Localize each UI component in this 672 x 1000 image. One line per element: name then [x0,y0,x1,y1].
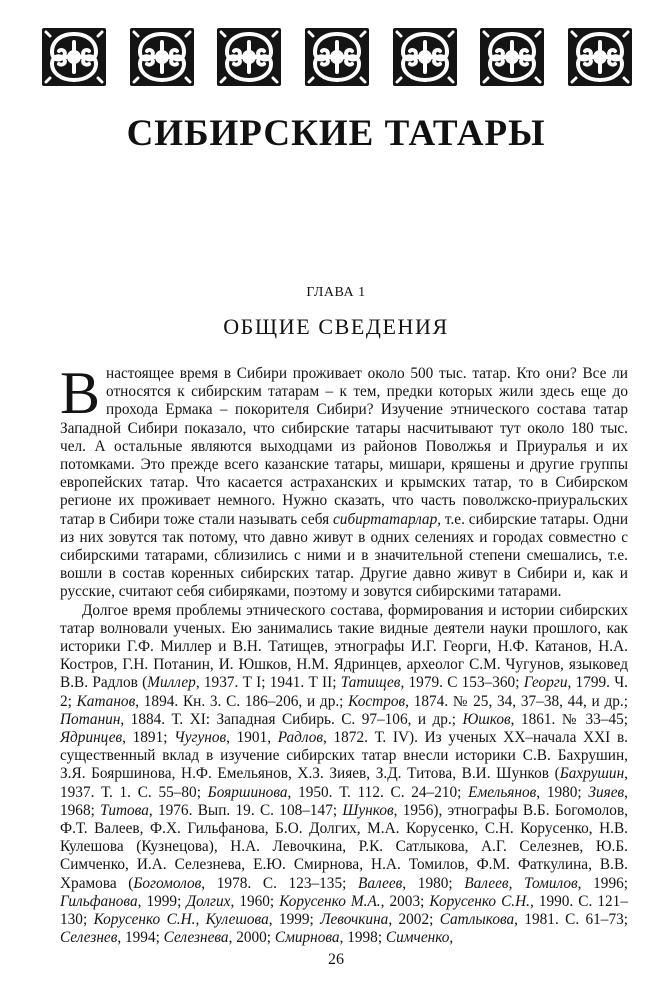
section-heading: ОБЩИЕ СВЕДЕНИЯ [223,314,449,339]
paragraph-text: , 1901, [226,729,278,747]
paragraph-text: , 1950. Т. 112. С. 24–210; [287,783,469,801]
paragraph-text: , 1956), этнографы В.Б. Богомолов, Ф.Т. Валеев, Ф.Х. Гильфанова, Б.О. Долгих, М.А. Корусенко, С.Н. Корусенко, Н.В. Кулешова (Кузнецова), Н.А. Левочкина, Р.К. Сатлыкова, А.Г. Селезнев, Ю.Б. Симченко, И.А. Селезнева, Е.Ю. Смирнова, Н.А. Томилов, Ф.М. Фаткулина, В.В. Храмова ( [60,801,628,892]
paragraph-text: , 1937. Т. 1. С. 55–80; [60,765,628,801]
citation-author: Смирнова [274,929,340,947]
citation-author: Катанов [76,692,136,710]
paragraph-text: , 1976. Вып. 19. С. 108–147; [148,801,343,819]
paragraph-text: , 1960; [230,892,280,910]
citation-author: Зияев [588,783,625,801]
ornamental-scroll-icon [40,26,108,88]
page-number: 26 [328,951,344,968]
chapter-title: СИБИРСКИЕ ТАТАРЫ [126,113,546,154]
citation-author: Ядринцев [60,729,123,747]
chapter-label: ГЛАВА 1 [306,285,366,300]
paragraph-text: , 1980; [536,783,589,801]
citation-author: Долгих [186,892,231,910]
paragraph-text: , 1999; [137,892,187,910]
citation-author: Валеев [358,874,403,892]
ornamental-scroll-icon [478,26,546,88]
citation-author: Георги [523,674,568,692]
paragraph-text: , 1874. № 25, 34, 37–38, 44, и др.; [405,692,628,710]
paragraph-text: , 1990. С. 121–130; [60,892,628,929]
citation-author: Богомолов [133,874,202,892]
paragraph-text: , 2002; [388,911,440,929]
ornamental-scroll-icon [215,26,283,88]
paragraph-text: , 1937. Т I; 1941. Т II; [195,674,341,692]
term: сибиртатарлар [333,510,438,528]
paragraph-text: , 1894. Кн. 3. С. 186–206, и др.; [135,692,349,710]
body-text [60,360,628,948]
paragraph-text: , 2000; [228,929,275,947]
citation-author: Левочкина [320,911,389,929]
paragraph [60,360,628,602]
citation-author: Радлов [277,729,323,747]
citation-author: Емельянов [468,783,537,801]
paragraph-text: , т.е. сибирские татары. Одни из них зовутся так потому, что давно живут в одних селениях и городах совместно с сибирскими татарами, сблизились с ними и в значительной степени смешались, т.е. вошли в состав коренных сибирских татар. Другие давно живут в Сибири и, как и русские, считают себя сибиряками, поэтому и зовутся сибирскими татарами. [60,510,628,601]
citation-author: Костров [348,692,406,710]
citation-author: Симченко [385,929,450,947]
paragraph-text: , 1998; [339,929,386,947]
citation-author: Корусенко С.Н., Кулешова [93,911,269,929]
ornamental-scroll-icon [566,26,634,88]
paragraph-text: , 1968; [60,783,628,819]
paragraph-text: , 1978. С. 123–135; [201,874,359,892]
citation-author: Татищев [340,674,401,692]
paragraph-text: , 1872. Т. IV). Из ученых XX–начала XXI в. существенный вклад в изучение сибирских татар внесли историки С.В. Бахрушин, З.Я. Бояршинова, Н.Ф. Емельянов, Х.З. Зияев, З.Д. Титова, В.И. Шунков ( [60,729,628,783]
citation-author: Бахрушин [559,765,625,783]
citation-author: Юшков [462,710,511,728]
paragraph-text: настоящее время в Сибири проживает около 500 тыс. татар. Кто они? Все ли относятся к сибирским татарам – к тем, предки которых жили здесь еще до прохода Ермака – покорителя Сибири? Изучение этнического состава татар Западной Сибири показало, что сибирские татары насчитывают тут около 180 тыс. чел. А остальные являются выходцами из районов Поволжья и Приуралья и их потомками. Это прежде всего казанские татары, мишари, кряшены и другие группы европейских татар. Что касается астраханских и крымских татар, то в Сибирском регионе их проживает немного. Нужно сказать, что часть поволжско-приуральских татар в Сибири тоже стали называть себя [60,365,628,528]
paragraph [60,602,628,948]
citation-author: Гильфанова [60,892,138,910]
paragraph-text: , 1981. С. 61–73; [514,911,628,929]
drop-cap: В [60,360,101,426]
paragraph-text: , 1994; [117,929,164,947]
paragraph-text: , 1999; [268,911,321,929]
citation-author: Бояршинова [207,783,288,801]
citation-author: Титова [100,801,149,819]
paragraph-text: , 1884. Т. XI: Западная Сибирь. С. 97–106, и др.; [120,710,463,728]
paragraph-text: , 1799. Ч. 2; [60,674,628,710]
paragraph-text: , 1980; [402,874,465,892]
paragraph-text: , 1861. № 33–45; [510,710,628,728]
citation-author: Селезнева [163,929,229,947]
ornamental-scroll-icon [303,26,371,88]
ornamental-scroll-icon [391,26,459,88]
citation-author: Селезнев [60,929,118,947]
citation-author: Корусенко М.А. [279,892,381,910]
paragraph-text: , 1979. С 153–360; [400,674,524,692]
citation-author: Чугунов [174,729,227,747]
citation-author: Миллер [147,674,196,692]
ornamental-scroll-icon [128,26,196,88]
ornament-band [40,22,634,92]
citation-author: Валеев, Томилов [464,874,578,892]
citation-author: Сатлыкова [439,911,515,929]
citation-author: Шунков [342,801,394,819]
paragraph-text: , [449,929,454,947]
paragraph-text: , 1996; [577,874,628,892]
paragraph-text: , 2003; [380,892,430,910]
paragraph-text: Долгое время проблемы этнического состава, формирования и истории сибирских татар волновали ученых. Ею занимались такие видные деятели науки прошлого, как историки Г.Ф. Миллер и В.Н. Татищев, этнографы И.Г. Георги, Н.Ф. Катанов, Н.А. Костров, Г.Н. Потанин, И. Юшков, Н.М. Ядринцев, археолог С.М. Чугунов, языковед В.В. Радлов ( [60,601,628,692]
citation-author: Потанин [60,710,121,728]
paragraph-text: , 1891; [122,729,175,747]
citation-author: Корусенко С.Н. [429,892,530,910]
